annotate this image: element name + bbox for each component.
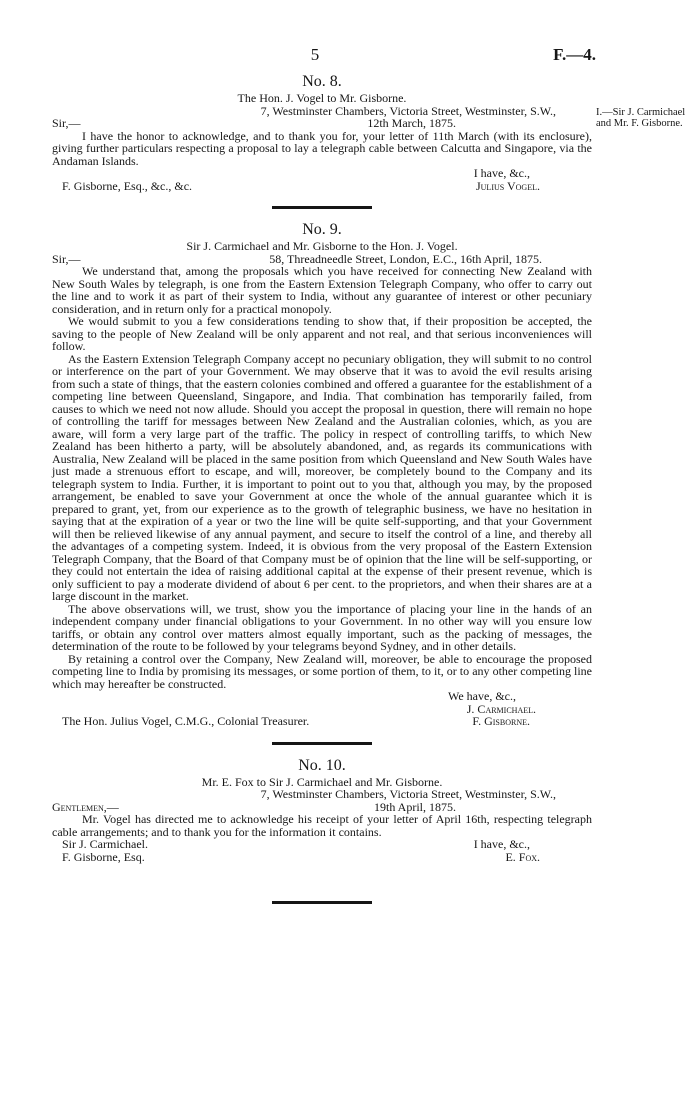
signature-row: [52, 851, 592, 864]
letter-no-10: [52, 756, 592, 864]
letter-paragraph: Mr. Vogel has directed me to acknowledge his receipt of your letter of April 16th, respecting telegraph cable arrangements; and to thank you for the information it contains.: [52, 812, 592, 839]
letter-closing: I have, &c.,: [473, 166, 530, 180]
letter-addressee: Sir J. Carmichael.: [62, 837, 148, 851]
letter-heading: The Hon. J. Vogel to Mr. Gisborne.: [237, 91, 407, 105]
salutation-row: [52, 117, 592, 130]
salutation: Sir,—: [52, 116, 81, 130]
letter-address-date: 58, Threadneedle Street, London, E.C., 16th April, 1875.: [269, 251, 542, 266]
section-divider: [272, 206, 372, 209]
letter-number: No. 9.: [302, 221, 342, 238]
signature-row: [52, 180, 592, 193]
letter-signature: E. Fox.: [505, 849, 540, 864]
letter-addressee: F. Gisborne, Esq.: [62, 849, 145, 864]
letter-paragraph: By retaining a control over the Company, New Zealand will, moreover, be able to encourage the proposed competing line to India by promising its messages, or some portion of them, to it, or to any other competing line which may hereafter be constructed.: [52, 651, 592, 691]
section-divider: [272, 742, 372, 745]
closing-row: [52, 838, 592, 851]
end-divider: [272, 901, 372, 904]
letter-signature: J. Carmichael.: [466, 701, 536, 716]
letter-addressee: The Hon. Julius Vogel, C.M.G., Colonial Treasurer.: [62, 714, 310, 728]
letter-number: No. 10.: [298, 756, 346, 774]
letter-no-8: [52, 72, 592, 192]
letter-heading: Sir J. Carmichael and Mr. Gisborne to the Hon. J. Vogel.: [186, 239, 458, 253]
letter-number: No. 8.: [302, 73, 342, 90]
letter-closing: We have, &c.,: [447, 689, 516, 703]
letter-address: 7, Westminster Chambers, Victoria Street, Westminster, S.W.,: [260, 787, 556, 801]
page-number: 5: [310, 45, 320, 64]
letter-paragraph: We would submit to you a few considerations tending to show that, if their proposition be accepted, the saving to the people of New Zealand will be only apparent and not real, and that serious inconveniences will follow.: [52, 314, 592, 353]
series-code: F.—4.: [553, 45, 596, 64]
letter-paragraph: As the Eastern Extension Telegraph Company accept no pecuniary obligation, they will submit to no control or interference on the part of your Government. We may observe that it was to avoid the evil results arising from such a state of things, that the eastern colonies combined and offered a guarantee for the establishment of a competing line between Queensland, Singapore, and India. That combination has temporarily failed, from causes to which we need not now allude. Should you accept the proposal in question, there will remain no hope of controlling the tariff for messages between New Zealand and the Australian colonies, which, as you are aware, will form a very large part of the traffic. The policy in respect of controlling tariffs, to which New Zealand has been hitherto a party, will be absolutely abandoned, and, as regards its communications with Australia, New Zealand will be placed in the same position from which Queensland and New South Wales have just made a strenuous effort to escape, and will, moreover, be completely bound to the Company and its telegraph system to India. Further, it is important to point out to you that, although you may, by the proposed arrangement, be enabled to save your Government at once the whole of the annual guarantee which it is prepared to grant, yet, from our experience as to the growth of telegraphic business, we have no hesitation in saying that at the expiration of a year or two the line will be quite self-supporting, and that your Government will then be relieved likewise of any annual payment, and secure to itself the control of a line, and thereby all the advantages of a competing system. Indeed, it is obvious from the very proposal of the Eastern Extension Telegraph Company, that the Board of that Company must be of opinion that the line will be self-supporting, or they could not entertain the idea of raising additional capital at the expense of their present revenue, which is only sufficient to pay a moderate dividend of about 6 per cent. to the proprietors, and when their shares are at a large discount in the market.: [52, 351, 592, 603]
letter-address: 7, Westminster Chambers, Victoria Street, Westminster, S.W.,: [260, 103, 556, 118]
letter-addressee: F. Gisborne, Esq., &c., &c.: [62, 178, 193, 193]
margin-note: I.—Sir J. Carmichael and Mr. F. Gisborne.: [596, 107, 686, 129]
letter-paragraph: We understand that, among the proposals which you have received for connecting New Zealand with New South Wales by telegraph, is one from the Eastern Extension Telegraph Company, who offer to carry out the line and to work it as part of their system to India, without any guarantee of interest or other pecuniary consideration, and in return only for a practical monopoly.: [52, 264, 592, 316]
letter-signature: F. Gisborne.: [472, 714, 530, 728]
letter-no-9: [52, 220, 592, 728]
letter-date: 19th April, 1875.: [373, 799, 456, 814]
salutation: Gentlemen,—: [52, 799, 119, 814]
document-body: [52, 72, 592, 904]
letter-closing: I have, &c.,: [473, 837, 530, 851]
letter-date: 12th March, 1875.: [367, 116, 456, 130]
letter-signature: Julius Vogel.: [475, 178, 540, 193]
letter-paragraph: I have the honor to acknowledge, and to thank you for, your letter of 11th March (with its enclosure), giving further particulars respecting a proposal to lay a telegraph cable between Calcutta and Singapore, via the Andaman Islands.: [52, 128, 592, 168]
letter-heading: Mr. E. Fox to Sir J. Carmichael and Mr. Gisborne.: [201, 774, 443, 789]
letter-paragraph: The above observations will, we trust, show you the importance of placing your line in the hands of an independent company under financial obligations to your Government. In no other way will you ensure low tariffs, or obtain any control over matters almost equally important, such as the packing of messages, the determination of the route to be followed by your telegrams beyond Sydney, and in other details.: [52, 601, 592, 653]
signature-row: [52, 715, 592, 728]
salutation: Sir,—: [52, 251, 81, 266]
